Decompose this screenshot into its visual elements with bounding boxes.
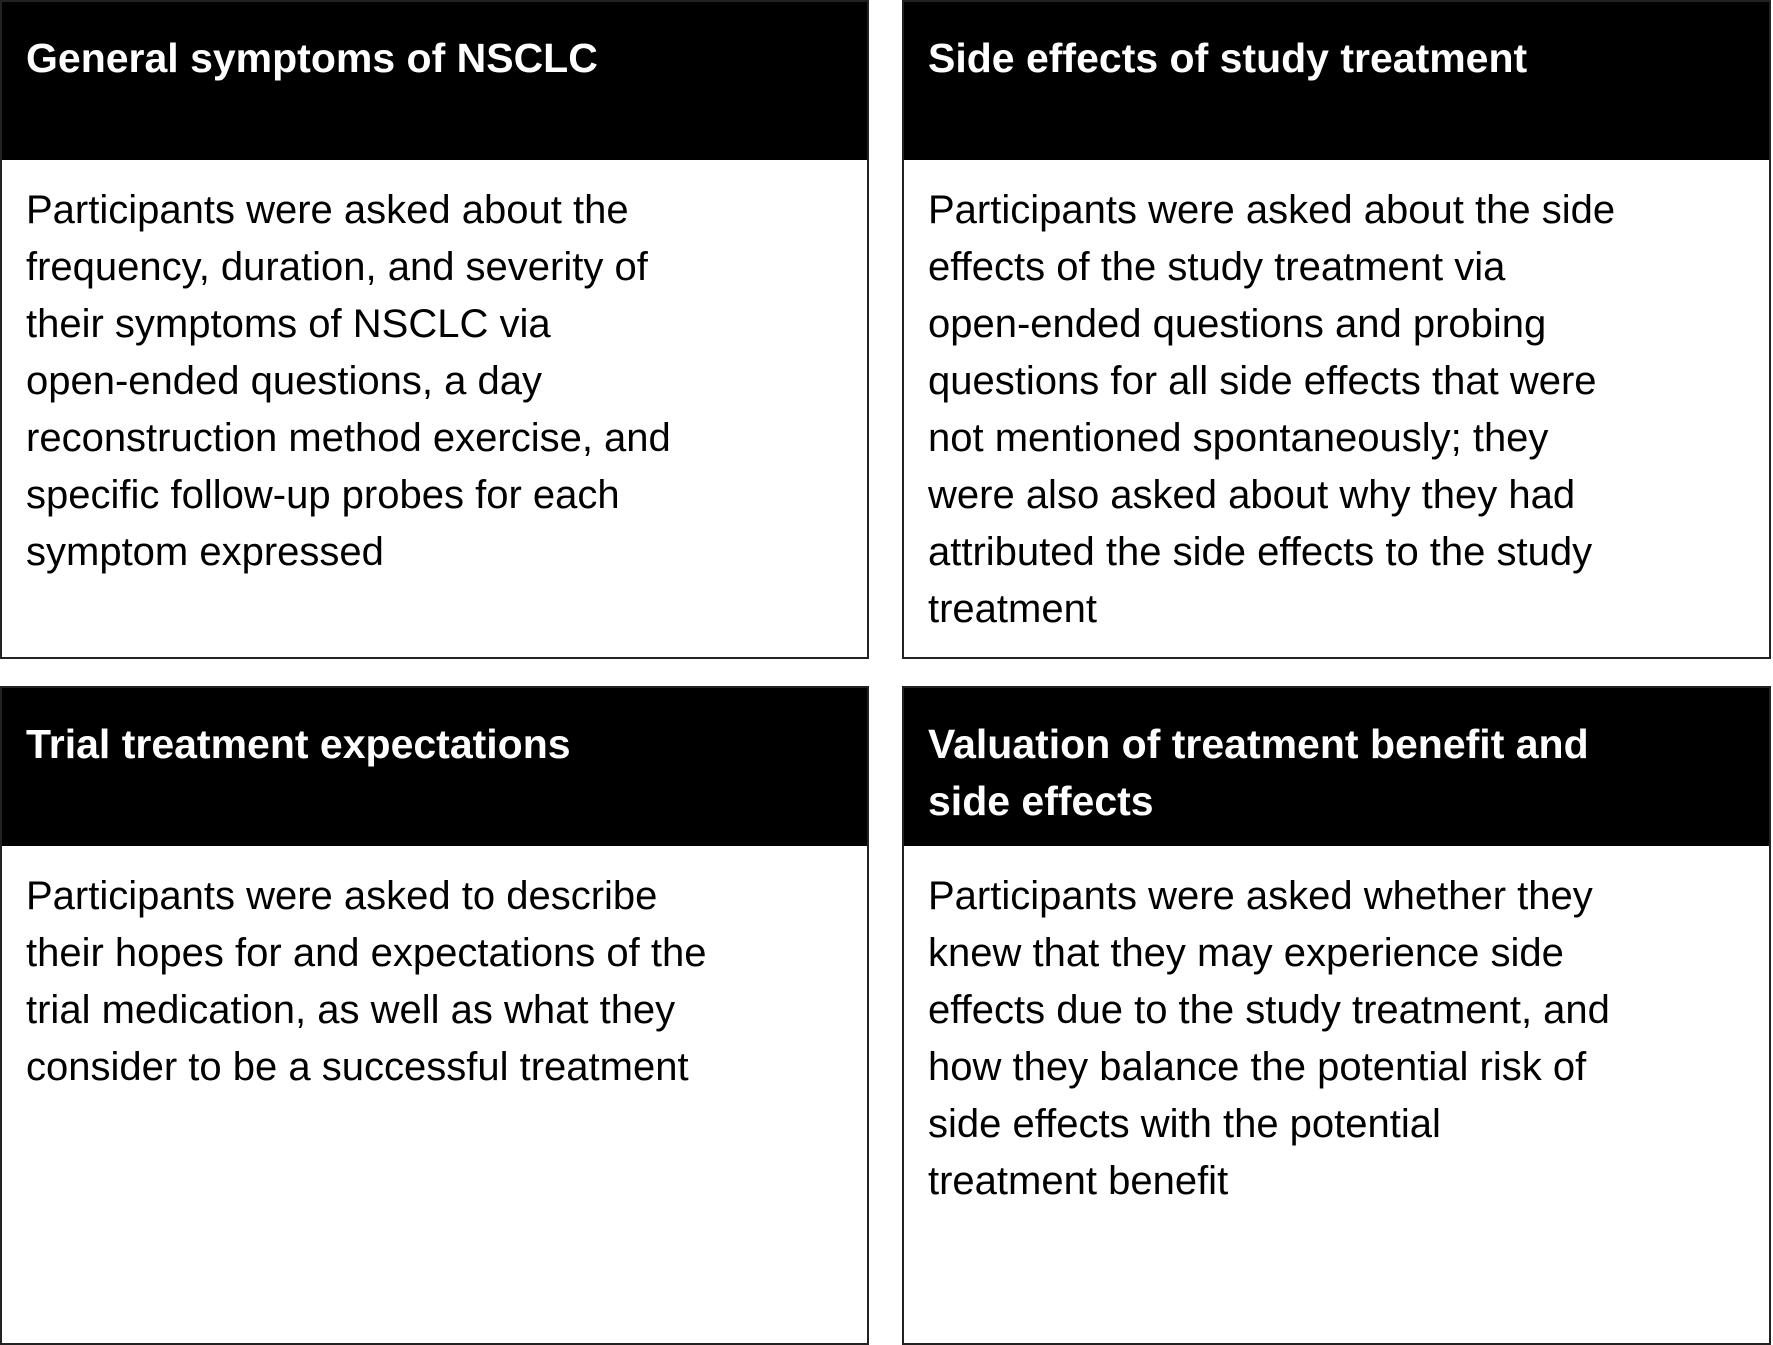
body-line: their symptoms of NSCLC via <box>26 302 551 346</box>
body-line: symptom expressed <box>26 530 384 574</box>
body-line: Participants were asked about the side <box>928 188 1616 232</box>
box-title <box>904 688 1769 846</box>
box-title <box>2 688 867 846</box>
box-valuation <box>902 686 1771 1345</box>
body-line: treatment <box>928 587 1097 631</box>
box-body <box>2 846 867 1096</box>
title-line: side effects <box>928 778 1154 824</box>
box-title <box>904 2 1769 160</box>
body-line: reconstruction method exercise, and <box>26 416 671 460</box>
box-trial-expectations <box>0 686 869 1345</box>
body-line: treatment benefit <box>928 1159 1229 1203</box>
box-side-effects <box>902 0 1771 659</box>
title-line: General symptoms of NSCLC <box>26 35 598 81</box>
body-line: knew that they may experience side <box>928 931 1564 975</box>
body-line: open-ended questions, a day <box>26 359 542 403</box>
box-body <box>2 160 867 581</box>
body-line: were also asked about why they had <box>928 473 1576 517</box>
box-body <box>904 846 1769 1210</box>
body-line: attributed the side effects to the study <box>928 530 1593 574</box>
title-line: Valuation of treatment benefit and <box>928 721 1589 767</box>
body-line: questions for all side effects that were <box>928 359 1597 403</box>
body-line: frequency, duration, and severity of <box>26 245 648 289</box>
body-line: Participants were asked about the <box>26 188 629 232</box>
body-line: their hopes for and expectations of the <box>26 931 707 975</box>
body-line: how they balance the potential risk of <box>928 1045 1587 1089</box>
box-general-symptoms <box>0 0 869 659</box>
body-line: specific follow-up probes for each <box>26 473 620 517</box>
title-line: Trial treatment expectations <box>26 721 571 767</box>
body-line: side effects with the potential <box>928 1102 1441 1146</box>
box-body <box>904 160 1769 638</box>
body-line: effects of the study treatment via <box>928 245 1506 289</box>
title-line: Side effects of study treatment <box>928 35 1528 81</box>
body-line: Participants were asked to describe <box>26 874 658 918</box>
body-line: not mentioned spontaneously; they <box>928 416 1549 460</box>
body-line: open-ended questions and probing <box>928 302 1547 346</box>
body-line: trial medication, as well as what they <box>26 988 676 1032</box>
box-title <box>2 2 867 160</box>
body-line: effects due to the study treatment, and <box>928 988 1610 1032</box>
body-line: consider to be a successful treatment <box>26 1045 689 1089</box>
body-line: Participants were asked whether they <box>928 874 1593 918</box>
